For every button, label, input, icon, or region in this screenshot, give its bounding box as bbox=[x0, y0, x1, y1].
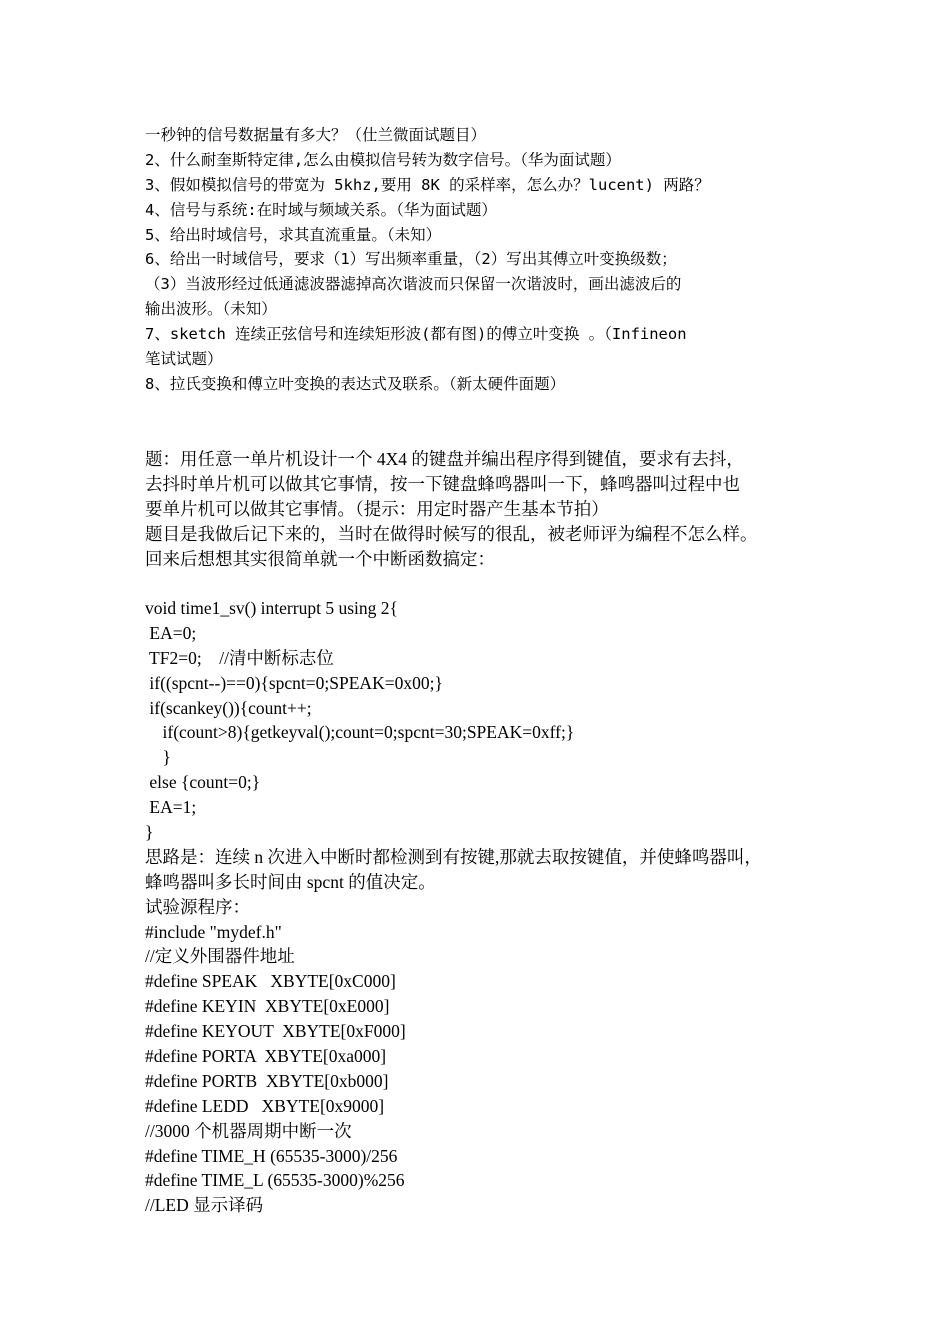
text-line: 题目是我做后记下来的，当时在做得时候写的很乱，被老师评为编程不怎么样。 bbox=[145, 523, 758, 544]
code-line: #include "mydef.h" bbox=[145, 921, 282, 942]
code-line: #define SPEAK XBYTE[0xC000] bbox=[145, 971, 396, 992]
text-line: 2、什么耐奎斯特定律,怎么由模拟信号转为数字信号。（华为面试题） bbox=[145, 150, 621, 169]
code-line: void time1_sv() interrupt 5 using 2{ bbox=[145, 598, 398, 618]
text-line: 要单片机可以做其它事情。（提示：用定时器产生基本节拍） bbox=[145, 498, 609, 519]
code-line: } bbox=[145, 822, 154, 843]
code-line: #define PORTA XBYTE[0xa000] bbox=[145, 1046, 387, 1067]
code-line: //定义外围器件地址 bbox=[145, 946, 295, 967]
text-line: 笔试试题） bbox=[145, 350, 223, 369]
text-line: 思路是：连续 n 次进入中断时都检测到有按键,那就去取按键值，并使蜂鸣器叫， bbox=[145, 846, 762, 867]
text-line: 试验源程序： bbox=[145, 896, 250, 917]
text-line: 5、给出时域信号，求其直流重量。（未知） bbox=[145, 225, 442, 244]
code-line: if(count>8){getkeyval();count=0;spcnt=30;SPEAK=0xff;} bbox=[145, 722, 575, 743]
code-line: TF2=0; //清中断标志位 bbox=[145, 647, 334, 668]
text-line: 6、给出一时域信号，要求（1）写出频率重量，（2）写出其傅立叶变换级数； bbox=[145, 250, 677, 269]
text-line: 回来后想想其实很简单就一个中断函数搞定： bbox=[145, 548, 495, 569]
code-line: #define TIME_H (65535-3000)/256 bbox=[145, 1145, 398, 1166]
code-line: } bbox=[145, 747, 171, 768]
code-line: //LED 显示译码 bbox=[145, 1195, 264, 1216]
text-line: 8、拉氏变换和傅立叶变换的表达式及联系。（新太硬件面题） bbox=[145, 374, 566, 393]
text-line: 7、sketch 连续正弦信号和连续矩形波(都有图)的傅立叶变换 。（Infineon bbox=[145, 325, 687, 344]
code-line: EA=0; bbox=[145, 622, 197, 643]
code-line: //3000 个机器周期中断一次 bbox=[145, 1120, 352, 1141]
text-line: （3）当波形经过低通滤波器滤掉高次谐波而只保留一次谐波时，画出滤波后的 bbox=[145, 275, 682, 294]
code-line: #define KEYIN XBYTE[0xE000] bbox=[145, 996, 390, 1017]
code-line: else {count=0;} bbox=[145, 772, 261, 793]
text-line: 一秒钟的信号数据量有多大？（仕兰微面试题目） bbox=[145, 126, 487, 144]
code-line: EA=1; bbox=[145, 797, 197, 818]
code-line: #define LEDD XBYTE[0x9000] bbox=[145, 1095, 385, 1116]
code-line: #define PORTB XBYTE[0xb000] bbox=[145, 1070, 389, 1091]
code-line: #define TIME_L (65535-3000)%256 bbox=[145, 1170, 405, 1191]
code-line: if(scankey()){count++; bbox=[145, 697, 312, 718]
code-listing-section bbox=[145, 596, 845, 1218]
code-line: #define KEYOUT XBYTE[0xF000] bbox=[145, 1021, 406, 1042]
keyboard-question-section bbox=[145, 447, 845, 571]
text-line: 输出波形。（未知） bbox=[145, 300, 277, 319]
text-line: 去抖时单片机可以做其它事情，按一下键盘蜂鸣器叫一下，蜂鸣器叫过程中也 bbox=[145, 473, 740, 494]
signal-questions-section bbox=[145, 123, 845, 397]
code-line: if((spcnt--)==0){spcnt=0;SPEAK=0x00;} bbox=[145, 672, 443, 693]
text-line: 3、假如模拟信号的带宽为 5khz,要用 8K 的采样率，怎么办？lucent) 两路？ bbox=[145, 175, 710, 194]
text-line: 4、信号与系统:在时域与频域关系。（华为面试题） bbox=[145, 200, 497, 219]
text-line: 蜂鸣器叫多长时间由 spcnt 的值决定。 bbox=[145, 871, 436, 892]
text-line: 题：用任意一单片机设计一个 4X4 的键盘并编出程序得到键值，要求有去抖， bbox=[145, 449, 744, 469]
